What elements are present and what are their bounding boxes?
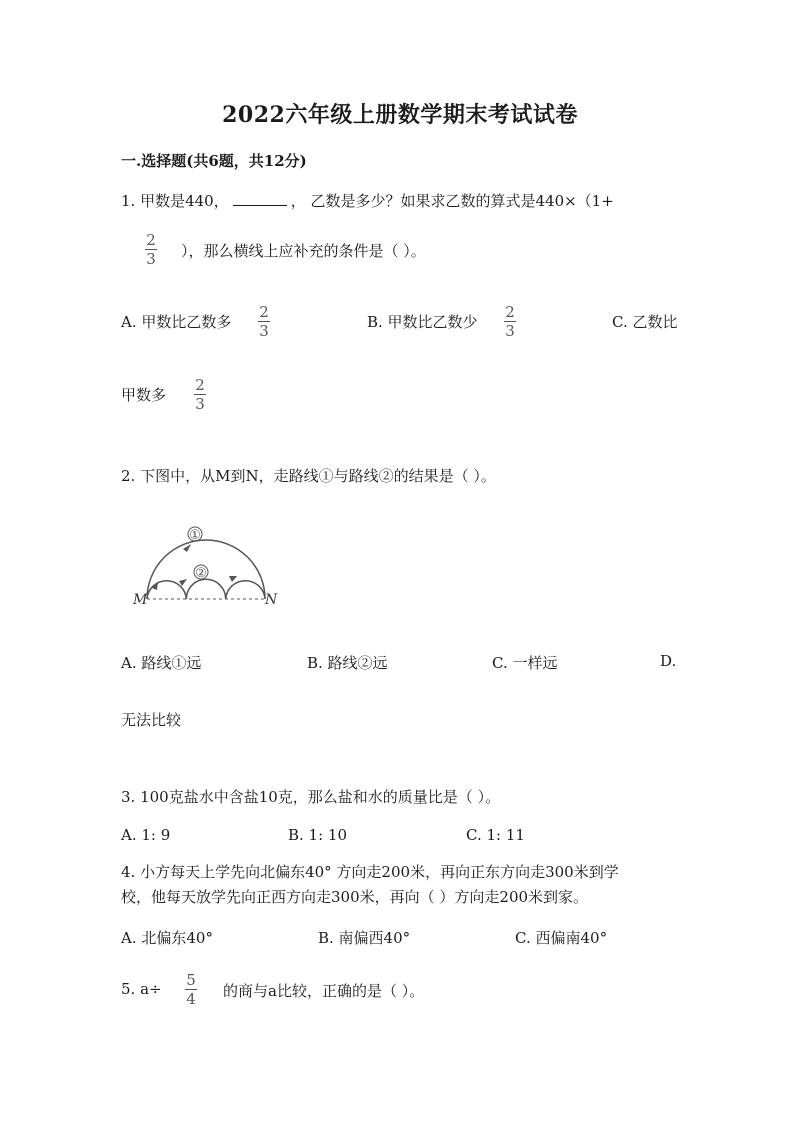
q3-option-b: B. 1: 10	[288, 826, 348, 844]
q1-fill-blank	[233, 191, 287, 206]
route-diagram	[125, 520, 285, 610]
q2-text: 2. 下图中，从M到N，走路线①与路线②的结果是（ ）。	[121, 467, 496, 485]
q2-option-d: D.	[660, 652, 677, 670]
q1-line1-prefix: 1. 甲数是440，	[121, 192, 229, 210]
fraction-numerator: 2	[195, 376, 205, 394]
q2-option-b: B. 路线②远	[307, 654, 388, 672]
route-2-label: ②	[195, 566, 207, 581]
q1-line2: ），那么横线上应补充的条件是（ ）。	[181, 242, 426, 260]
fraction-denominator: 3	[195, 395, 205, 413]
point-m-label: M	[133, 592, 148, 608]
q1-option-a-fraction	[254, 304, 274, 339]
q1-option-b: B. 甲数比乙数少	[367, 313, 478, 331]
arrow-icon	[183, 544, 191, 552]
fraction-denominator: 3	[259, 322, 269, 340]
q3-option-a: A. 1: 9	[121, 826, 171, 844]
arrow-icon	[179, 579, 187, 586]
q1-fraction	[141, 232, 161, 267]
q1-option-c-cont: 甲数多	[121, 386, 167, 404]
q2-option-a: A. 路线①远	[121, 654, 202, 672]
q5-fraction	[181, 972, 201, 1007]
route-1-label: ①	[189, 528, 201, 543]
fraction-denominator: 3	[146, 250, 156, 268]
q1-option-c-fraction	[190, 377, 210, 412]
route-2-arc-3	[226, 581, 265, 599]
q4-option-a: A. 北偏东40°	[121, 929, 213, 947]
q1-option-b-fraction	[500, 304, 520, 339]
q4-line1: 4. 小方每天上学先向北偏东40° 方向走200米，再向正东方向走300米到学	[121, 863, 619, 881]
q4-option-b: B. 南偏西40°	[318, 929, 411, 947]
route-2-arc-2	[186, 579, 225, 599]
q2-option-c: C. 一样远	[492, 654, 558, 672]
q2-option-d-cont: 无法比较	[121, 711, 182, 729]
q3-option-c: C. 1: 11	[466, 826, 525, 844]
page-title: 2022六年级上册数学期末考试试卷	[222, 102, 578, 128]
q1-line1-suffix: ， 乙数是多少？如果求乙数的算式是440×（1+	[290, 192, 614, 210]
q4-option-c: C. 西偏南40°	[515, 929, 608, 947]
fraction-numerator: 2	[146, 231, 156, 249]
q3-text: 3. 100克盐水中含盐10克，那么盐和水的质量比是（ ）。	[121, 788, 501, 806]
fraction-numerator: 5	[186, 971, 196, 989]
fraction-numerator: 2	[259, 303, 269, 321]
fraction-denominator: 4	[186, 990, 196, 1008]
section-heading: 一.选择题(共6题，共12分)	[121, 152, 307, 170]
q1-option-c: C. 乙数比	[612, 313, 678, 331]
point-n-label: N	[265, 592, 278, 608]
fraction-numerator: 2	[505, 303, 515, 321]
q5-suffix: 的商与a比较，正确的是（ ）。	[223, 982, 425, 1000]
q1-option-a: A. 甲数比乙数多	[121, 313, 232, 331]
fraction-denominator: 3	[505, 322, 515, 340]
arrow-icon	[229, 576, 237, 582]
q1-line1	[121, 190, 614, 211]
q5-prefix: 5. a÷	[121, 980, 162, 998]
q4-line2: 校，他每天放学先向正西方向走300米，再向（ ）方向走200米到家。	[121, 888, 589, 906]
route-2-arc-1	[147, 581, 186, 599]
